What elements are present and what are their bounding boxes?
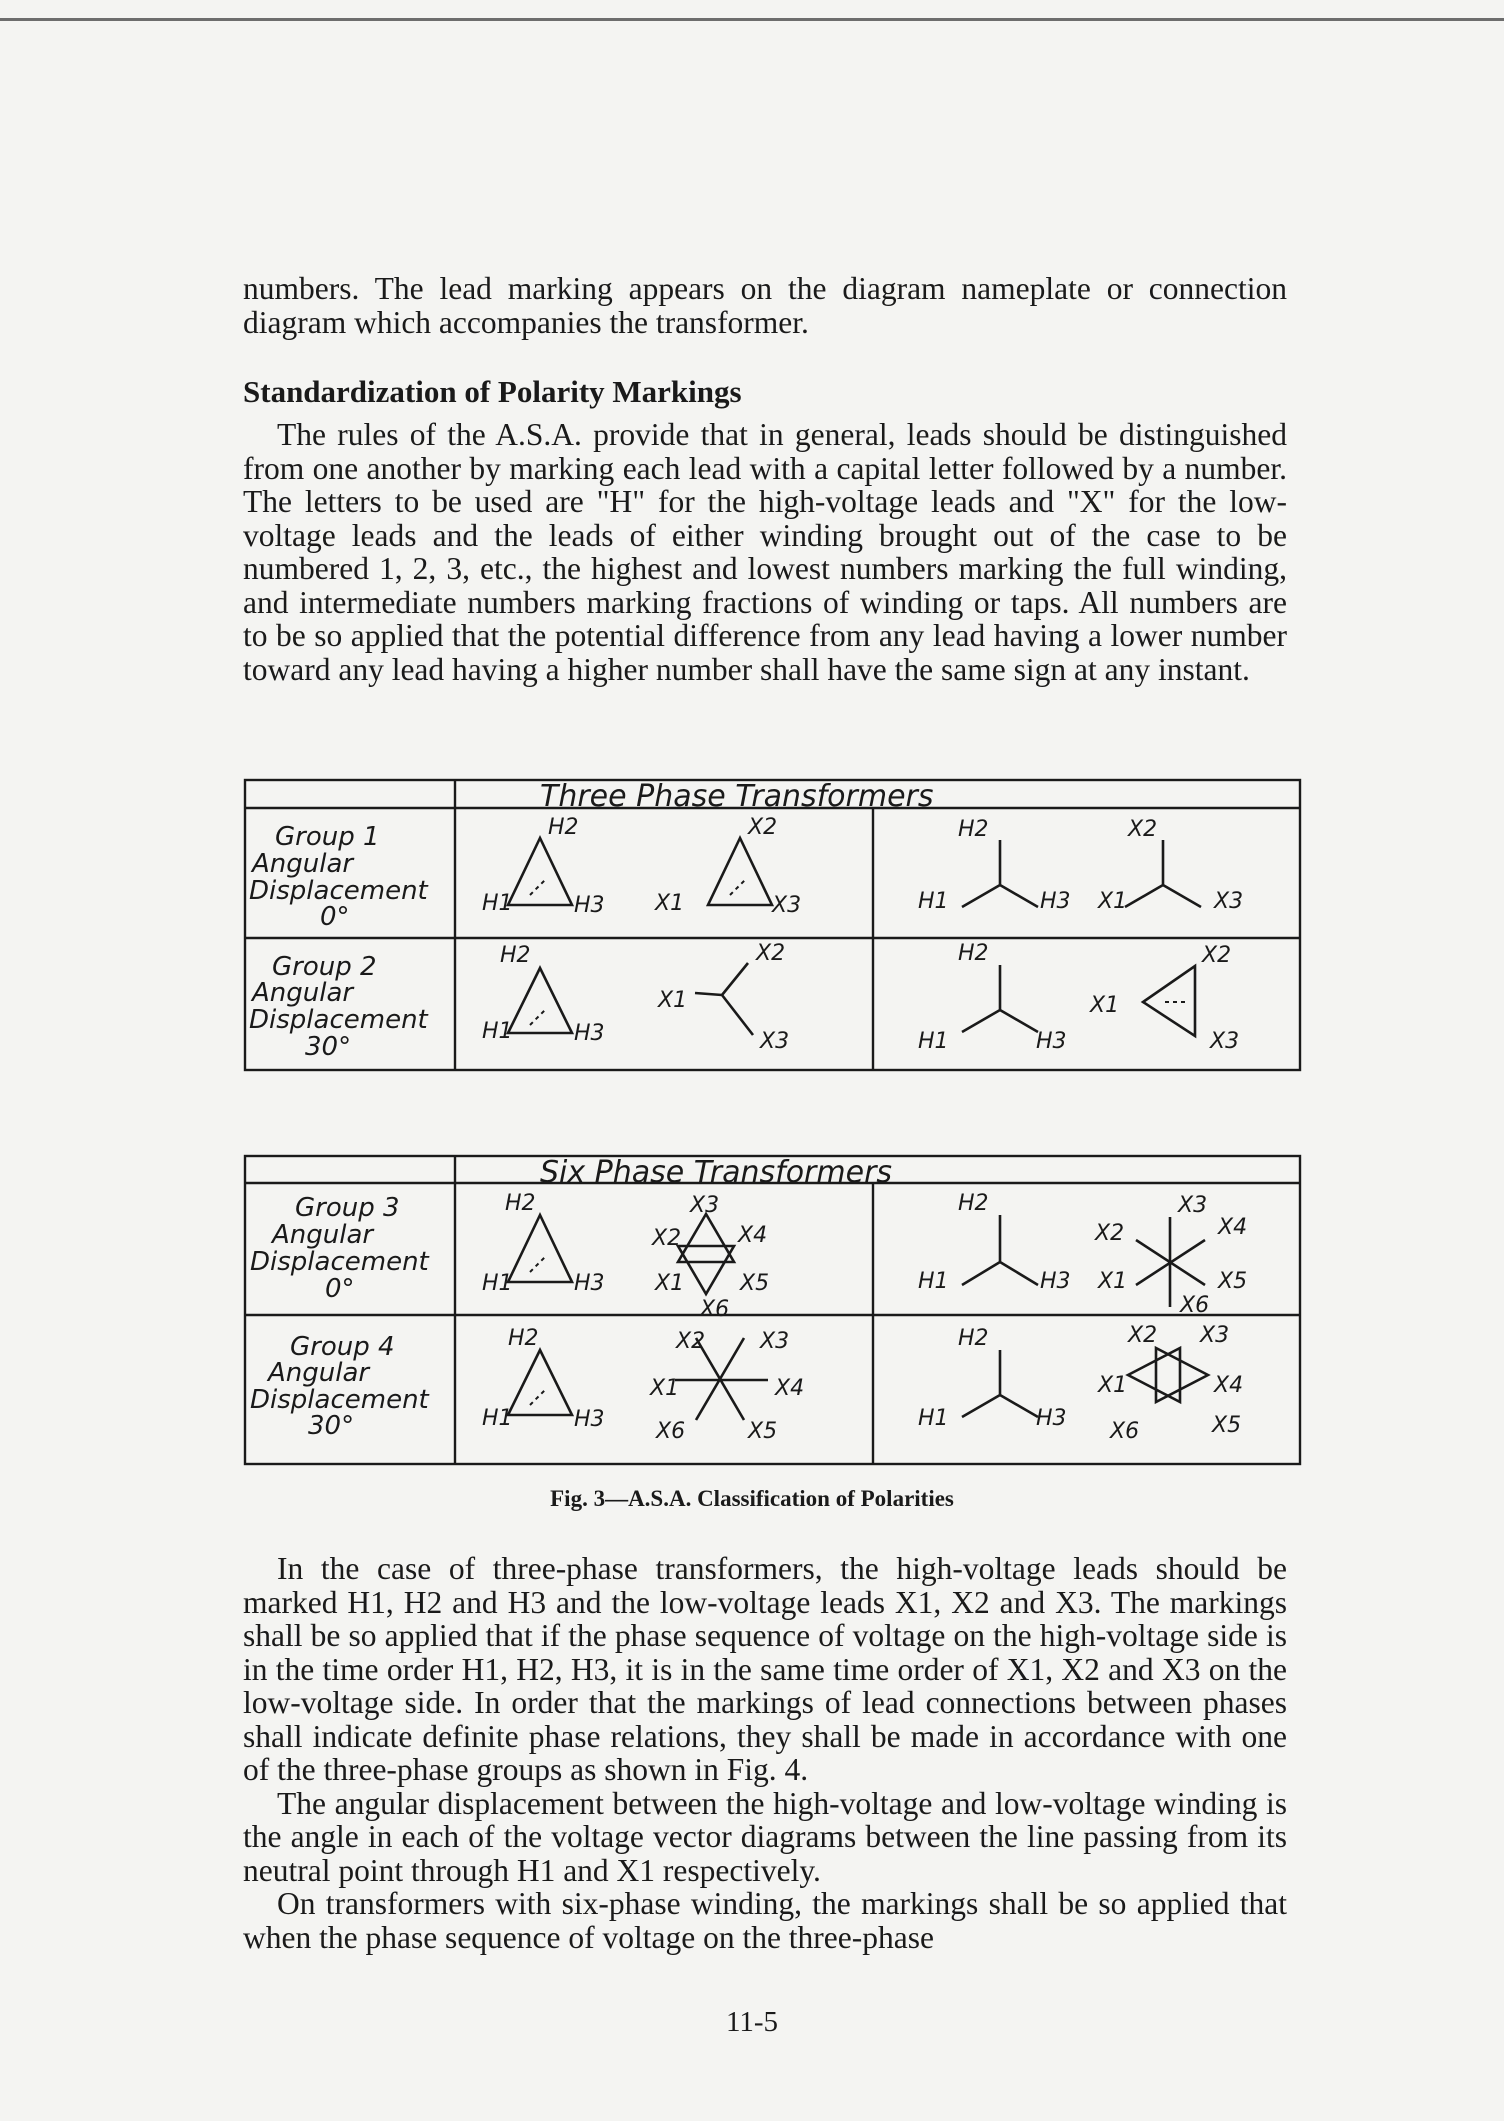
svg-text:X3: X3	[1200, 1323, 1230, 1348]
svg-text:X1: X1	[655, 891, 685, 916]
wye-diagram-hv-g4	[962, 1350, 1038, 1417]
svg-text:Displacement: Displacement	[250, 1385, 429, 1415]
paragraph-text: In the case of three-phase transformers, the high-voltage leads should be marked H1, H2 and H3 and the low-voltage leads X1, X2 and X3. The markings shall be so applied that if the phase sequence of voltage on the high-voltage side is in the time order H1, H2, H3, it is in the same time order of X1, X2 and X3 on the low-voltage side. In order that the markings of lead connections between phases shall indicate definite phase relations, they shall be made in accordance with one of the three-phase groups as shown in Fig. 4.	[243, 1551, 1287, 1787]
svg-text:X1: X1	[1098, 1373, 1128, 1398]
delta-diagram-hv	[508, 838, 572, 905]
group3-label	[250, 1193, 430, 1304]
svg-text:Group 3: Group 3	[295, 1193, 400, 1223]
svg-text:X2: X2	[1128, 817, 1158, 842]
svg-text:H3: H3	[574, 1407, 605, 1432]
svg-text:Angular: Angular	[268, 1358, 370, 1388]
svg-text:H3: H3	[1036, 1406, 1067, 1431]
svg-text:Angular: Angular	[272, 1220, 374, 1250]
table2-frame	[245, 1156, 1300, 1464]
svg-text:X6: X6	[656, 1419, 686, 1444]
paragraph-text: The angular displacement between the high-voltage and low-voltage winding is the angle in each of the voltage vector diagrams between the line passing from its neutral point through H1 and X1 respectively.	[243, 1785, 1287, 1888]
table2-title: Six Phase Transformers	[540, 1155, 893, 1190]
svg-text:H3: H3	[574, 1271, 605, 1296]
wye-diagram-hv-g2	[962, 965, 1038, 1032]
svg-text:H2: H2	[508, 1326, 539, 1351]
svg-text:30°: 30°	[308, 1411, 355, 1441]
svg-text:X5: X5	[740, 1271, 770, 1296]
svg-text:X3: X3	[772, 893, 802, 918]
wye-diagram-lv	[1125, 840, 1201, 907]
wye-diagram-hv-g3	[962, 1215, 1038, 1285]
svg-text:Group 2: Group 2	[272, 952, 377, 982]
svg-text:Displacement: Displacement	[249, 1005, 428, 1035]
group2-label	[249, 952, 429, 1062]
paragraph-three-phase	[243, 1552, 1287, 1954]
svg-text:X6: X6	[1110, 1419, 1140, 1444]
svg-text:Angular: Angular	[252, 849, 354, 879]
svg-text:X2: X2	[748, 815, 778, 840]
paragraph-text: numbers. The lead marking appears on the diagram nameplate or connection diagram which accompanies the transformer.	[243, 271, 1287, 340]
svg-text:H1: H1	[918, 1269, 949, 1294]
svg-text:X6: X6	[1180, 1293, 1210, 1318]
figure-caption: Fig. 3—A.S.A. Classification of Polarities	[550, 1486, 954, 1511]
svg-text:X2: X2	[756, 941, 786, 966]
svg-text:X3: X3	[1178, 1193, 1208, 1218]
star-of-david-b	[678, 1246, 734, 1294]
svg-text:Group 1: Group 1	[275, 822, 380, 852]
svg-text:X3: X3	[760, 1329, 790, 1354]
star-of-david-a	[678, 1214, 734, 1262]
svg-text:H2: H2	[500, 943, 531, 968]
svg-text:H2: H2	[958, 1191, 989, 1216]
svg-text:X2: X2	[1128, 1323, 1158, 1348]
svg-text:X3: X3	[1214, 889, 1244, 914]
group4-label	[250, 1332, 430, 1441]
svg-text:X5: X5	[748, 1419, 778, 1444]
svg-text:X1: X1	[1098, 1269, 1128, 1294]
svg-text:H3: H3	[1040, 889, 1071, 914]
svg-text:H1: H1	[482, 1406, 513, 1431]
svg-text:H3: H3	[1036, 1029, 1067, 1054]
svg-text:X1: X1	[655, 1271, 685, 1296]
svg-text:X1: X1	[658, 988, 688, 1013]
svg-text:X3: X3	[690, 1193, 720, 1218]
svg-text:X4: X4	[1214, 1373, 1244, 1398]
delta-diagram-hv-g3	[508, 1215, 572, 1282]
delta-diagram-hv-g4	[508, 1350, 572, 1415]
svg-text:H1: H1	[482, 891, 513, 916]
svg-text:0°: 0°	[325, 1274, 355, 1304]
svg-text:Displacement: Displacement	[249, 876, 428, 906]
delta-diagram-hv-g2	[508, 968, 572, 1033]
svg-text:X1: X1	[650, 1376, 680, 1401]
wye-diagram-lv-g2	[695, 963, 753, 1035]
svg-text:H3: H3	[574, 1021, 605, 1046]
svg-text:H1: H1	[918, 1029, 949, 1054]
svg-text:X2: X2	[1095, 1221, 1125, 1246]
svg-text:X4: X4	[775, 1376, 805, 1401]
svg-text:H1: H1	[482, 1019, 513, 1044]
svg-text:H2: H2	[505, 1191, 536, 1216]
lead-labels	[482, 815, 1247, 1444]
svg-text:H2: H2	[958, 941, 989, 966]
svg-text:X6: X6	[700, 1297, 730, 1322]
svg-text:H3: H3	[1040, 1269, 1071, 1294]
svg-text:X4: X4	[1218, 1215, 1248, 1240]
svg-text:Group 4: Group 4	[290, 1332, 395, 1362]
svg-text:X2: X2	[1202, 943, 1232, 968]
table1-title: Three Phase Transformers	[540, 779, 934, 814]
svg-text:X4: X4	[738, 1223, 768, 1248]
page-number: 11-5	[725, 2006, 779, 2038]
svg-text:X3: X3	[1210, 1029, 1240, 1054]
paragraph-text: On transformers with six-phase winding, the markings shall be so applied that when the phase sequence of voltage on the three-phase	[243, 1886, 1287, 1955]
svg-text:X5: X5	[1218, 1269, 1248, 1294]
svg-text:H1: H1	[918, 1406, 949, 1431]
svg-text:Angular: Angular	[252, 978, 354, 1008]
delta-diagram-lv	[708, 838, 772, 905]
svg-text:H3: H3	[574, 893, 605, 918]
svg-text:X2: X2	[652, 1226, 682, 1251]
svg-text:H2: H2	[958, 1326, 989, 1351]
section-heading: Standardization of Polarity Markings	[243, 374, 742, 409]
svg-text:X2: X2	[676, 1329, 706, 1354]
group1-label	[249, 822, 429, 932]
svg-text:H2: H2	[548, 815, 579, 840]
svg-text:H2: H2	[958, 817, 989, 842]
paragraph-text: The rules of the A.S.A. provide that in general, leads should be distinguished from one another by marking each lead with a capital letter followed by a number. The letters to be used are "H" for the high-voltage leads and "X" for the low-voltage leads and the leads of either winding brought out of the case to be numbered 1, 2, 3, etc., the highest and lowest numbers marking the full winding, and intermediate numbers marking fractions of winding or taps. All numbers are to be so applied that the potential difference from any lead having a lower number toward any lead having a higher number shall have the same sign at any instant.	[243, 417, 1287, 687]
svg-text:X1: X1	[1090, 993, 1120, 1018]
svg-text:H1: H1	[918, 889, 949, 914]
svg-text:30°: 30°	[305, 1032, 352, 1062]
svg-text:H1: H1	[482, 1271, 513, 1296]
svg-text:X3: X3	[760, 1029, 790, 1054]
svg-text:0°: 0°	[320, 902, 350, 932]
wye-diagram-hv	[962, 840, 1038, 907]
svg-text:Displacement: Displacement	[250, 1247, 429, 1277]
svg-text:X5: X5	[1212, 1413, 1242, 1438]
svg-text:X1: X1	[1098, 889, 1128, 914]
